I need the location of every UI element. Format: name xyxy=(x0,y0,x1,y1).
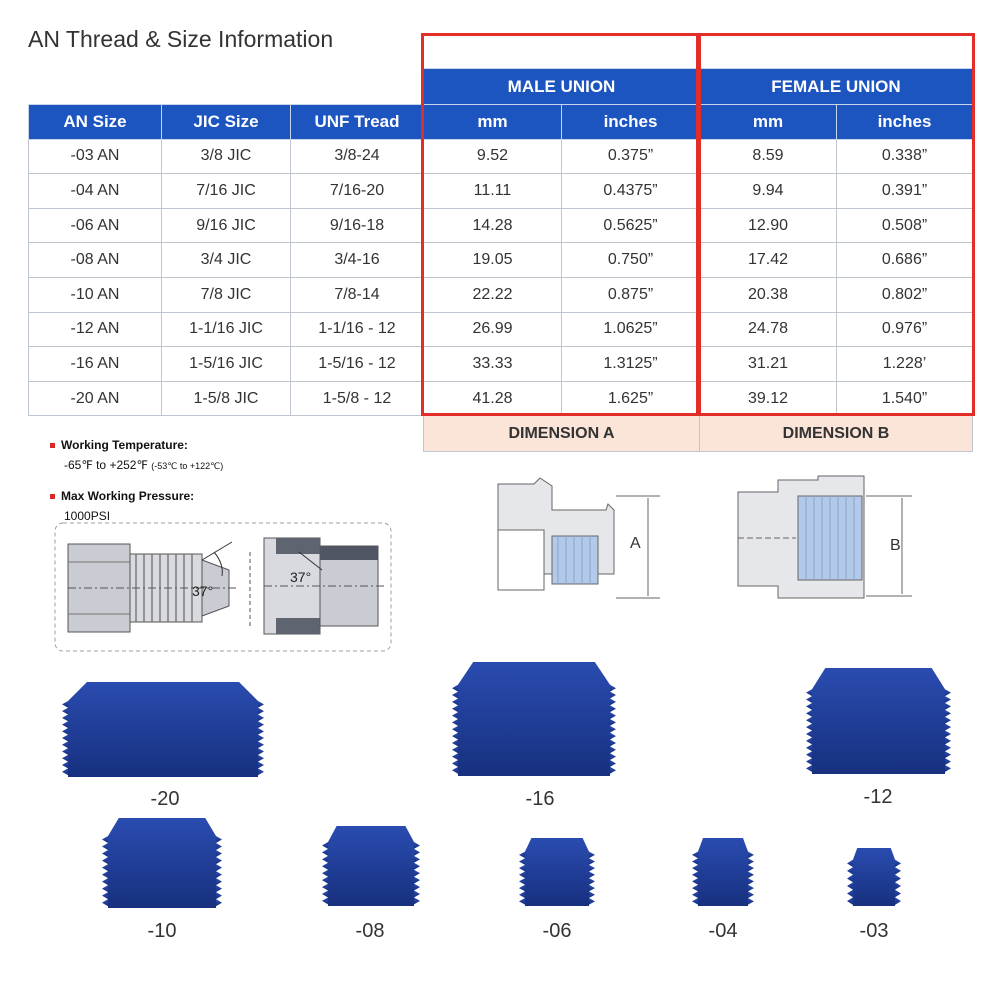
table-cell: 0.5625” xyxy=(562,208,700,243)
table-row xyxy=(29,174,973,209)
fitting-size-label: -06 xyxy=(542,920,572,942)
fitting-plug-08 xyxy=(322,826,420,906)
dimension-b-marker: B xyxy=(890,537,901,554)
angle-label-right: 37° xyxy=(290,569,312,585)
table-row xyxy=(29,208,973,243)
flare-angle-diagram xyxy=(54,522,392,652)
fitting-size-label: -10 xyxy=(147,920,177,942)
table-cell: -10 AN xyxy=(29,277,162,312)
table-cell: 1.540” xyxy=(837,381,973,416)
table-cell: 9.94 xyxy=(700,174,837,209)
table-cell: 0.875” xyxy=(562,277,700,312)
table-cell: 9/16 JIC xyxy=(162,208,291,243)
table-cell: 1.3125” xyxy=(562,347,700,382)
bullet-icon xyxy=(50,494,55,499)
table-cell: 20.38 xyxy=(700,277,837,312)
column-header: mm xyxy=(700,105,837,140)
table-cell: 7/16-20 xyxy=(291,174,424,209)
table-cell: -03 AN xyxy=(29,139,162,174)
table-row xyxy=(29,312,973,347)
dimension-a-label: DIMENSION A xyxy=(424,416,700,452)
table-cell: 26.99 xyxy=(424,312,562,347)
table-cell: 31.21 xyxy=(700,347,837,382)
fitting-size-label: -20 xyxy=(150,788,180,810)
temperature-range-celsius: (-53℃ to +122℃) xyxy=(151,461,224,471)
table-cell: 39.12 xyxy=(700,381,837,416)
table-row xyxy=(29,381,973,416)
column-header: JIC Size xyxy=(162,105,291,140)
table-cell: -08 AN xyxy=(29,243,162,278)
fitting-plug-06 xyxy=(519,838,595,906)
table-cell: 17.42 xyxy=(700,243,837,278)
dimension-b-label: DIMENSION B xyxy=(700,416,973,452)
table-cell: 3/4 JIC xyxy=(162,243,291,278)
table-cell: 24.78 xyxy=(700,312,837,347)
table-cell: 33.33 xyxy=(424,347,562,382)
table-cell: 1-1/16 JIC xyxy=(162,312,291,347)
page-title: AN Thread & Size Information xyxy=(28,26,334,52)
table-cell: 12.90 xyxy=(700,208,837,243)
table-cell: 0.750” xyxy=(562,243,700,278)
table-cell: 1.228’ xyxy=(837,347,973,382)
table-cell: 7/8 JIC xyxy=(162,277,291,312)
column-header: inches xyxy=(562,105,700,140)
table-cell: 0.802” xyxy=(837,277,973,312)
table-cell: 1-1/16 - 12 xyxy=(291,312,424,347)
dimension-a-marker: A xyxy=(630,535,641,552)
column-header: AN Size xyxy=(29,105,162,140)
table-cell: -06 AN xyxy=(29,208,162,243)
table-cell: 0.976” xyxy=(837,312,973,347)
table-cell: 1-5/8 JIC xyxy=(162,381,291,416)
fitting-size-label: -16 xyxy=(525,788,555,810)
table-cell: 7/8-14 xyxy=(291,277,424,312)
column-header: mm xyxy=(424,105,562,140)
table-cell: 0.508” xyxy=(837,208,973,243)
table-cell: 0.375” xyxy=(562,139,700,174)
table-row xyxy=(29,347,973,382)
female-union-header: FEMALE UNION xyxy=(700,69,973,105)
fitting-plug-10 xyxy=(102,818,222,908)
female-union-dimension-diagram xyxy=(728,474,918,614)
male-union-dimension-diagram xyxy=(488,474,664,614)
table-cell: 3/8-24 xyxy=(291,139,424,174)
column-header: UNF Tread xyxy=(291,105,424,140)
fitting-plug-16 xyxy=(452,662,616,776)
table-cell: -20 AN xyxy=(29,381,162,416)
fitting-size-label: -03 xyxy=(859,920,889,942)
table-cell: 19.05 xyxy=(424,243,562,278)
table-cell: 8.59 xyxy=(700,139,837,174)
fitting-size-label: -08 xyxy=(355,920,385,942)
table-cell: 1-5/8 - 12 xyxy=(291,381,424,416)
male-union-header: MALE UNION xyxy=(424,69,700,105)
working-temperature: Working Temperature: -65℉ to +252℉ (-53℃ to +122℃) xyxy=(50,438,223,472)
fitting-plug-03 xyxy=(847,848,901,906)
table-cell: 41.28 xyxy=(424,381,562,416)
table-row xyxy=(29,277,973,312)
table-cell: 0.4375” xyxy=(562,174,700,209)
column-header: inches xyxy=(837,105,973,140)
table-cell: 14.28 xyxy=(424,208,562,243)
table-cell: 0.686” xyxy=(837,243,973,278)
bullet-icon xyxy=(50,443,55,448)
table-cell: 9.52 xyxy=(424,139,562,174)
fitting-plug-12 xyxy=(806,668,951,774)
table-cell: 9/16-18 xyxy=(291,208,424,243)
table-cell: 1.0625” xyxy=(562,312,700,347)
table-cell: 7/16 JIC xyxy=(162,174,291,209)
table-cell: -04 AN xyxy=(29,174,162,209)
table-cell: 22.22 xyxy=(424,277,562,312)
fitting-size-label: -12 xyxy=(863,786,893,808)
fitting-size-label: -04 xyxy=(708,920,738,942)
fitting-plug-20 xyxy=(62,682,264,777)
fittings-illustration xyxy=(0,650,1000,1000)
table-row xyxy=(29,243,973,278)
table-cell: 1.625” xyxy=(562,381,700,416)
pressure-value: 1000PSI xyxy=(64,509,111,523)
an-size-table xyxy=(28,68,973,452)
temperature-range: -65℉ to +252℉ xyxy=(64,458,148,472)
table-row xyxy=(29,139,973,174)
column-header-row xyxy=(29,105,973,140)
table-cell: 3/4-16 xyxy=(291,243,424,278)
fitting-plug-04 xyxy=(692,838,754,906)
table-cell: 0.391” xyxy=(837,174,973,209)
table-cell: 1-5/16 JIC xyxy=(162,347,291,382)
table-cell: 11.11 xyxy=(424,174,562,209)
max-working-pressure: Max Working Pressure: 1000PSI xyxy=(50,489,194,523)
table-cell: 3/8 JIC xyxy=(162,139,291,174)
table-cell: 0.338” xyxy=(837,139,973,174)
table-cell: -12 AN xyxy=(29,312,162,347)
table-body xyxy=(29,139,973,416)
table-cell: -16 AN xyxy=(29,347,162,382)
table-cell: 1-5/16 - 12 xyxy=(291,347,424,382)
angle-label-left: 37° xyxy=(192,583,214,599)
